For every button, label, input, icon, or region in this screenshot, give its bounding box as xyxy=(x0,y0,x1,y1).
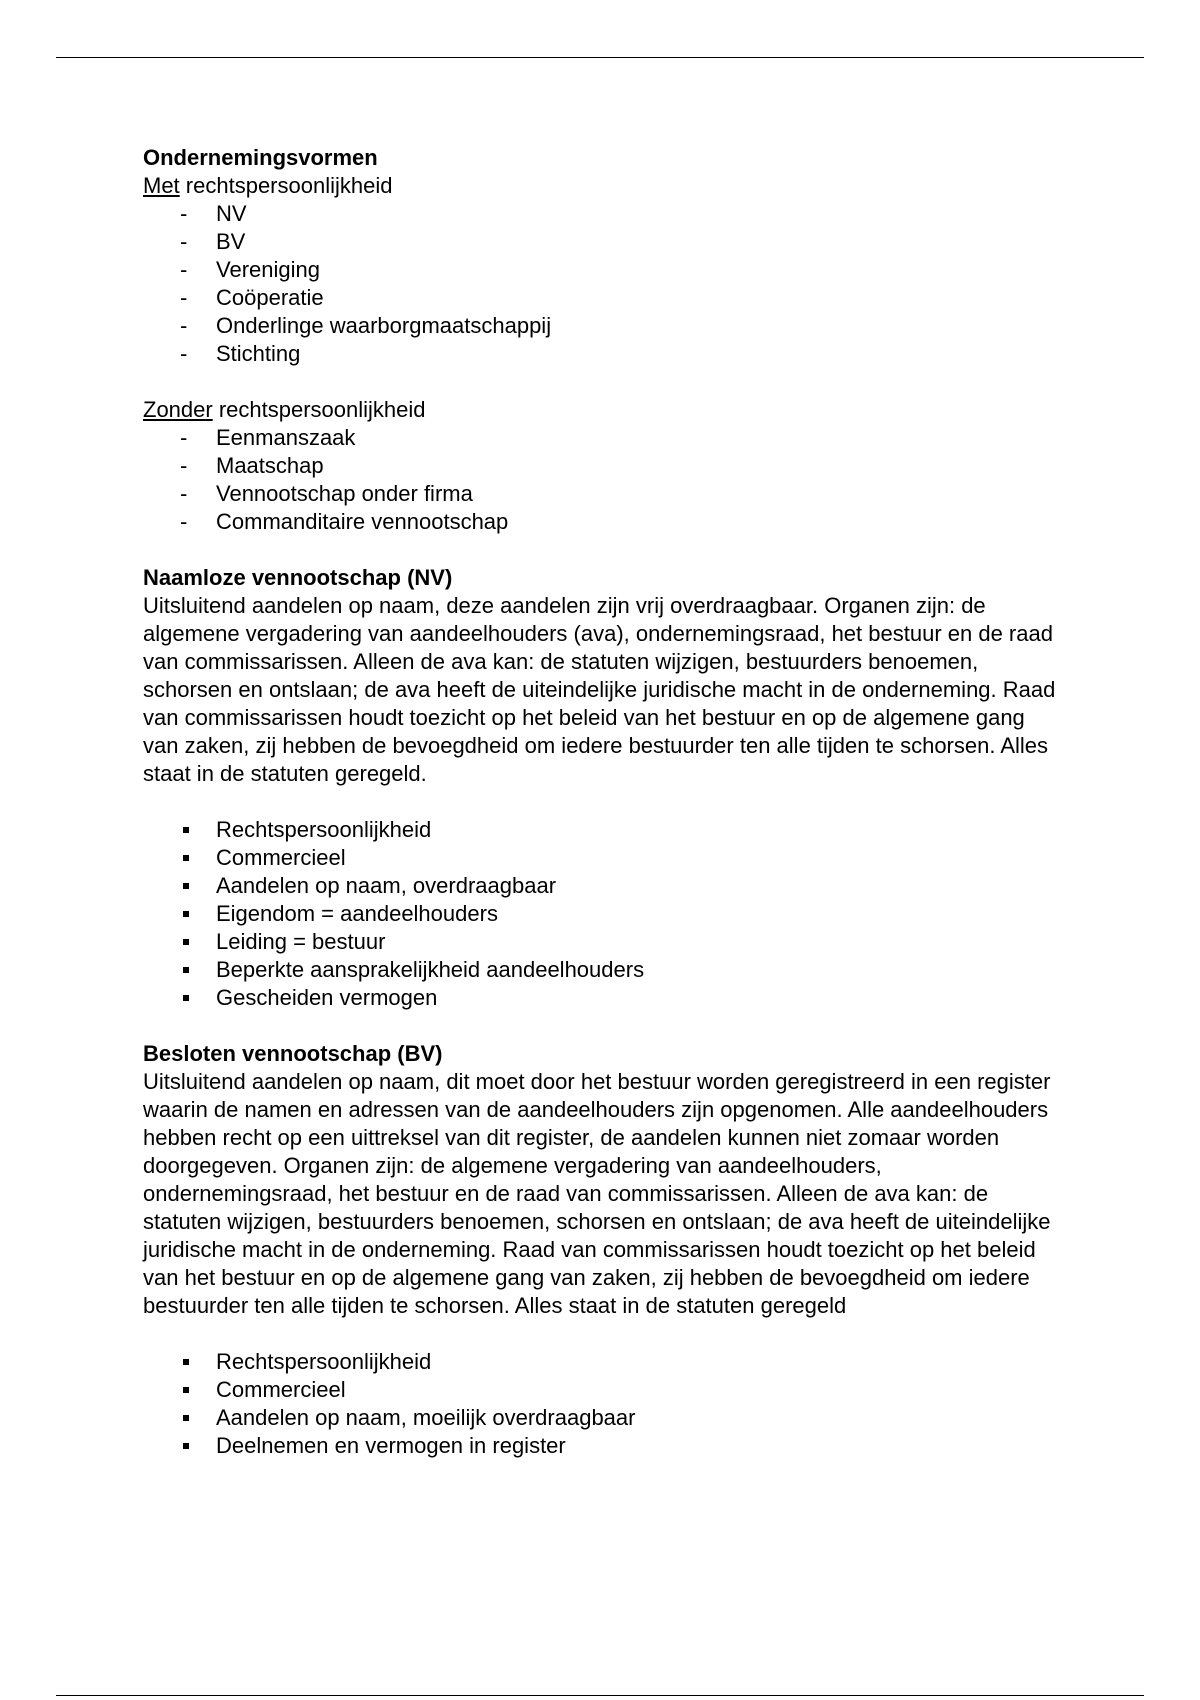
dash-marker: - xyxy=(180,481,188,506)
dash-marker: - xyxy=(180,313,188,338)
dash-marker: - xyxy=(180,229,188,254)
list-item-text: Rechtspersoonlijkheid xyxy=(216,1349,432,1374)
list-item xyxy=(143,900,1063,928)
list-item-text: Commercieel xyxy=(216,845,346,870)
subheading-rest: rechtspersoonlijkheid xyxy=(212,397,426,422)
footer-rule xyxy=(56,1695,1144,1696)
section-title-bv: Besloten vennootschap (BV) xyxy=(143,1041,443,1066)
list-item xyxy=(143,844,1063,872)
list-item xyxy=(143,1348,1063,1376)
square-bullet-icon xyxy=(183,1443,189,1449)
dash-marker: - xyxy=(180,425,188,450)
list-item-text: Beperkte aansprakelijkheid aandeelhouders xyxy=(216,957,645,982)
list-item xyxy=(143,340,1063,368)
list-item-text: BV xyxy=(216,229,246,254)
spacer xyxy=(143,1012,1063,1040)
list-item xyxy=(143,816,1063,844)
list-item xyxy=(143,956,1063,984)
list-item-text: Vereniging xyxy=(216,257,320,282)
list-zonder-rechtspersoonlijkheid xyxy=(143,424,1063,536)
paragraph-nv: Uitsluitend aandelen op naam, deze aandelen zijn vrij overdraagbaar. Organen zijn: de algemene vergadering van aandeelhouders (ava), ondernemingsraad, het bestuur en de raad van commissarissen. Alleen de ava kan: de statuten wijzigen, bestuurders benoemen, schorsen en ontslaan; de ava heeft de uiteindelijke juridische macht in de onderneming. Raad van commissarissen houdt toezicht op het beleid van het bestuur en op de algemene gang van zaken, zij hebben de bevoegdheid om iedere bestuurder ten alle tijden te schorsen. Alles staat in de statuten geregeld. xyxy=(143,593,1056,786)
list-nv-kenmerken xyxy=(143,816,1063,1012)
list-item xyxy=(143,200,1063,228)
list-item-text: Aandelen op naam, moeilijk overdraagbaar xyxy=(216,1405,636,1430)
list-item xyxy=(143,452,1063,480)
list-item-text: Stichting xyxy=(216,341,301,366)
list-item xyxy=(143,1376,1063,1404)
square-bullet-icon xyxy=(183,911,189,917)
list-item-text: Vennootschap onder firma xyxy=(216,481,473,506)
list-bv-kenmerken xyxy=(143,1348,1063,1460)
subheading-rest: rechtspersoonlijkheid xyxy=(179,173,393,198)
subheading-met-rechtspersoonlijkheid xyxy=(143,172,1063,200)
list-item xyxy=(143,424,1063,452)
list-item xyxy=(143,508,1063,536)
dash-marker: - xyxy=(180,453,188,478)
subheading-zonder-rechtspersoonlijkheid xyxy=(143,396,1063,424)
dash-marker: - xyxy=(180,509,188,534)
spacer xyxy=(143,1320,1063,1348)
square-bullet-icon xyxy=(183,827,189,833)
dash-marker: - xyxy=(180,257,188,282)
square-bullet-icon xyxy=(183,1359,189,1365)
list-met-rechtspersoonlijkheid xyxy=(143,200,1063,368)
list-item-text: Onderlinge waarborgmaatschappij xyxy=(216,313,552,338)
list-item xyxy=(143,312,1063,340)
list-item-text: Rechtspersoonlijkheid xyxy=(216,817,432,842)
subheading-lead: Met xyxy=(143,173,180,198)
list-item-text: Eigendom = aandeelhouders xyxy=(216,901,498,926)
list-item xyxy=(143,928,1063,956)
list-item-text: NV xyxy=(216,201,247,226)
document-body xyxy=(143,144,1063,1460)
list-item-text: Eenmanszaak xyxy=(216,425,356,450)
list-item-text: Maatschap xyxy=(216,453,324,478)
square-bullet-icon xyxy=(183,855,189,861)
list-item xyxy=(143,256,1063,284)
list-item xyxy=(143,1432,1063,1460)
list-item xyxy=(143,1404,1063,1432)
paragraph-bv: Uitsluitend aandelen op naam, dit moet door het bestuur worden geregistreerd in een register waarin de namen en adressen van de aandeelhouders zijn opgenomen. Alle aandeelhouders hebben recht op een uittreksel van dit register, de aandelen kunnen niet zomaar worden doorgegeven. Organen zijn: de algemene vergadering van aandeelhouders, ondernemingsraad, het bestuur en de raad van commissarissen. Alleen de ava kan: de statuten wijzigen, bestuurders benoemen, schorsen en ontslaan; de ava heeft de uiteindelijke juridische macht in de onderneming. Raad van commissarissen houdt toezicht op het beleid van het bestuur en op de algemene gang van zaken, zij hebben de bevoegdheid om iedere bestuurder ten alle tijden te schorsen. Alles staat in de statuten geregeld xyxy=(143,1069,1051,1318)
square-bullet-icon xyxy=(183,1415,189,1421)
list-item xyxy=(143,984,1063,1012)
spacer xyxy=(143,536,1063,564)
spacer xyxy=(143,368,1063,396)
dash-marker: - xyxy=(180,285,188,310)
square-bullet-icon xyxy=(183,883,189,889)
square-bullet-icon xyxy=(183,939,189,945)
list-item-text: Coöperatie xyxy=(216,285,324,310)
square-bullet-icon xyxy=(183,995,189,1001)
list-item-text: Deelnemen en vermogen in register xyxy=(216,1433,566,1458)
list-item-text: Commanditaire vennootschap xyxy=(216,509,509,534)
list-item-text: Gescheiden vermogen xyxy=(216,985,438,1010)
list-item-text: Aandelen op naam, overdraagbaar xyxy=(216,873,557,898)
list-item xyxy=(143,228,1063,256)
dash-marker: - xyxy=(180,341,188,366)
list-item xyxy=(143,872,1063,900)
section-title-ondernemingsvormen: Ondernemingsvormen xyxy=(143,145,378,170)
section-title-nv: Naamloze vennootschap (NV) xyxy=(143,565,453,590)
dash-marker: - xyxy=(180,201,188,226)
square-bullet-icon xyxy=(183,1387,189,1393)
square-bullet-icon xyxy=(183,967,189,973)
list-item-text: Commercieel xyxy=(216,1377,346,1402)
header-rule xyxy=(56,57,1144,58)
subheading-lead: Zonder xyxy=(143,397,213,422)
list-item xyxy=(143,480,1063,508)
spacer xyxy=(143,788,1063,816)
list-item-text: Leiding = bestuur xyxy=(216,929,386,954)
list-item xyxy=(143,284,1063,312)
